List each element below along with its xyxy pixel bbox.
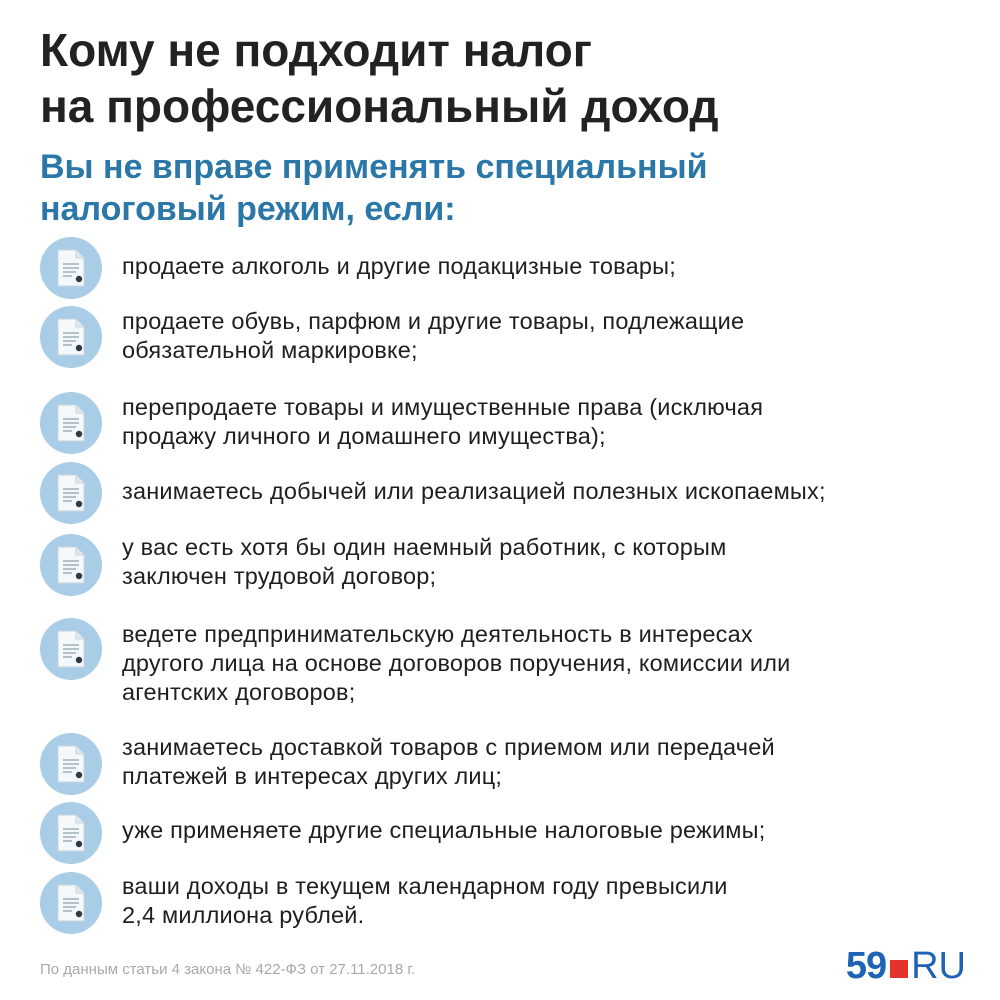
list-item-text bbox=[122, 733, 1000, 791]
source-note: По данным статьи 4 закона № 422-ФЗ от 27.11.2018 г. bbox=[40, 961, 416, 978]
list-item-text bbox=[122, 620, 1000, 707]
document-icon bbox=[40, 306, 102, 368]
list-item-line: ведете предпринимательскую деятельность в интересах bbox=[122, 621, 753, 647]
list-item-line: занимаетесь добычей или реализацией полезных ископаемых; bbox=[122, 478, 826, 504]
list-item-line: у вас есть хотя бы один наемный работник, с которым bbox=[122, 534, 727, 560]
site-logo[interactable] bbox=[846, 946, 966, 986]
list-item-line: другого лица на основе договоров поручения, комиссии или bbox=[122, 650, 791, 676]
title-line-2: на профессиональный доход bbox=[40, 80, 719, 132]
list-item-line: обязательной маркировке; bbox=[122, 337, 418, 363]
title-line-1: Кому не подходит налог bbox=[40, 24, 592, 76]
list-item-text bbox=[122, 252, 1000, 281]
list-item-line: продаете обувь, парфюм и другие товары, подлежащие bbox=[122, 308, 745, 334]
list-item-line: платежей в интересах других лиц; bbox=[122, 763, 503, 789]
page-subtitle bbox=[40, 146, 960, 230]
logo-red-square bbox=[890, 960, 908, 978]
list-item-line: агентских договоров; bbox=[122, 679, 356, 705]
document-icon bbox=[40, 462, 102, 524]
page-title bbox=[40, 22, 980, 134]
document-icon bbox=[40, 802, 102, 864]
list-item-line: заключен трудовой договор; bbox=[122, 563, 437, 589]
document-icon bbox=[40, 534, 102, 596]
list-item-line: перепродаете товары и имущественные права (исключая bbox=[122, 394, 764, 420]
list-item-line: 2,4 миллиона рублей. bbox=[122, 902, 365, 928]
list-item-line: продажу личного и домашнего имущества); bbox=[122, 423, 606, 449]
document-icon bbox=[40, 872, 102, 934]
document-icon bbox=[40, 237, 102, 299]
list-item-text bbox=[122, 872, 1000, 930]
logo-number: 59 bbox=[845, 944, 887, 987]
subtitle-line-1: Вы не вправе применять специальный bbox=[40, 148, 708, 186]
list-item-line: ваши доходы в текущем календарном году превысили bbox=[122, 873, 728, 899]
list-item-text bbox=[122, 477, 1000, 506]
list-item-line: занимаетесь доставкой товаров с приемом или передачей bbox=[122, 734, 775, 760]
logo-suffix: RU bbox=[911, 944, 966, 987]
list-item-text bbox=[122, 393, 1000, 451]
list-item-line: уже применяете другие специальные налоговые режимы; bbox=[122, 817, 766, 843]
document-icon bbox=[40, 733, 102, 795]
document-icon bbox=[40, 392, 102, 454]
list-item-line: продаете алкоголь и другие подакцизные товары; bbox=[122, 253, 676, 279]
list-item-text bbox=[122, 307, 1000, 365]
list-item-text bbox=[122, 533, 1000, 591]
subtitle-line-2: налоговый режим, если: bbox=[40, 190, 456, 228]
list-item-text bbox=[122, 816, 1000, 845]
document-icon bbox=[40, 618, 102, 680]
